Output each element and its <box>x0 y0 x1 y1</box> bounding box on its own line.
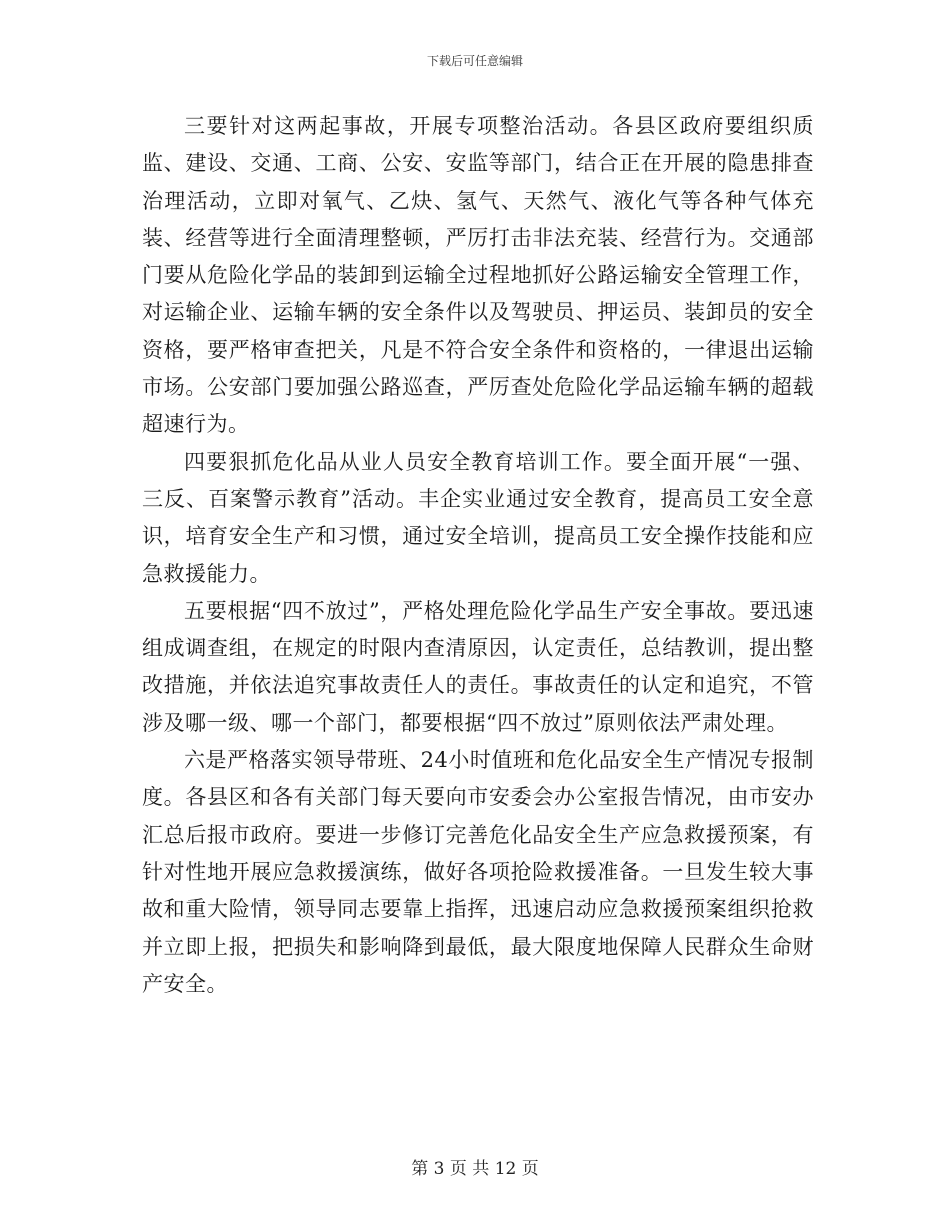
download-note: 下载后可任意编辑 <box>426 54 523 68</box>
paragraph-4: 四要狠抓危化品从业人员安全教育培训工作。要全面开展“一强、三反、百案警示教育”活动。丰企实业通过安全教育，提高员工安全意识，培育安全生产和习惯，通过安全培训，提高员工安全操作技能和应急救援能力。 <box>142 449 814 586</box>
page-number: 第 3 页 共 12 页 <box>411 1159 539 1179</box>
document-body <box>142 108 814 1003</box>
paragraph-5: 五要根据“四不放过”，严格处理危险化学品生产安全事故。要迅速组成调查组，在规定的时限内查清原因，认定责任，总结教训，提出整改措施，并依法追究事故责任人的责任。事故责任的认定和追究，不管涉及哪一级、哪一个部门，都要根据“四不放过”原则依法严肃处理。 <box>142 598 814 735</box>
paragraph-3: 三要针对这两起事故，开展专项整治活动。各县区政府要组织质监、建设、交通、工商、公安、安监等部门，结合正在开展的隐患排查治理活动，立即对氧气、乙炔、氢气、天然气、液化气等各种气体充装、经营等进行全面清理整顿，严厉打击非法充装、经营行为。交通部门要从危险化学品的装卸到运输全过程地抓好公路运输安全管理工作，对运输企业、运输车辆的安全条件以及驾驶员、押运员、装卸员的安全资格，要严格审查把关，凡是不符合安全条件和资格的，一律退出运输市场。公安部门要加强公路巡查，严厉查处危险化学品运输车辆的超载超速行为。 <box>142 114 814 437</box>
paragraph-6: 六是严格落实领导带班、24小时值班和危化品安全生产情况专报制度。各县区和各有关部门每天要向市安委会办公室报告情况，由市安办汇总后报市政府。要进一步修订完善危化品安全生产应急救援预案，有针对性地开展应急救援演练，做好各项抢险救援准备。一旦发生较大事故和重大险情，领导同志要靠上指挥，迅速启动应急救援预案组织抢救并立即上报，把损失和影响降到最低，最大限度地保障人民群众生命财产安全。 <box>142 748 814 996</box>
